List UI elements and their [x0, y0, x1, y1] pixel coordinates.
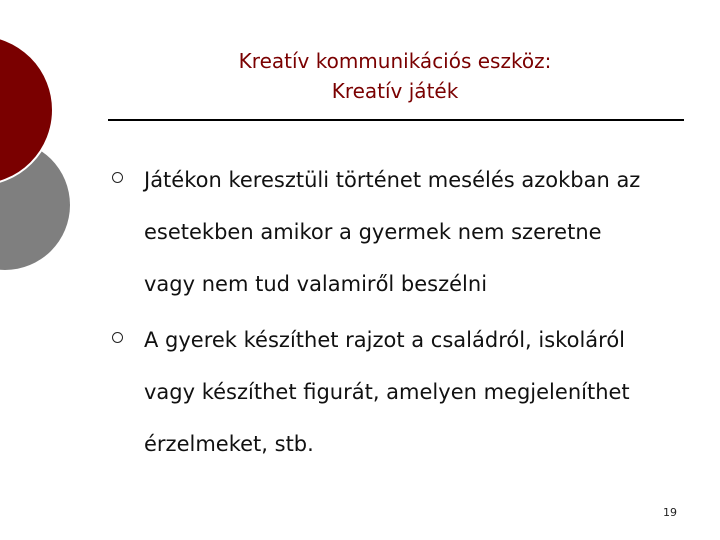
bullet-circle-icon	[112, 172, 123, 183]
bullet-line: A gyerek készíthet rajzot a családról, iskoláról	[144, 328, 626, 352]
bullet-item	[112, 154, 692, 310]
bullet-circle-icon	[112, 332, 123, 343]
page-number: 19	[663, 506, 677, 519]
bullet-item	[112, 314, 692, 470]
title-divider	[108, 119, 684, 121]
title-line-1: Kreatív kommunikációs eszköz:	[238, 49, 552, 73]
decorative-circles	[0, 0, 110, 300]
bullet-line: vagy nem tud valamiről beszélni	[144, 272, 488, 296]
title-line-2: Kreatív játék	[331, 79, 459, 103]
slide-title	[110, 46, 680, 106]
bullet-line: érzelmeket, stb.	[144, 432, 314, 456]
bullet-list	[112, 154, 692, 474]
bullet-line: esetekben amikor a gyermek nem szeretne	[144, 220, 602, 244]
bullet-line: Játékon keresztüli történet mesélés azokban az	[144, 168, 641, 192]
bullet-line: vagy készíthet figurát, amelyen megjeleníthet	[144, 380, 630, 404]
